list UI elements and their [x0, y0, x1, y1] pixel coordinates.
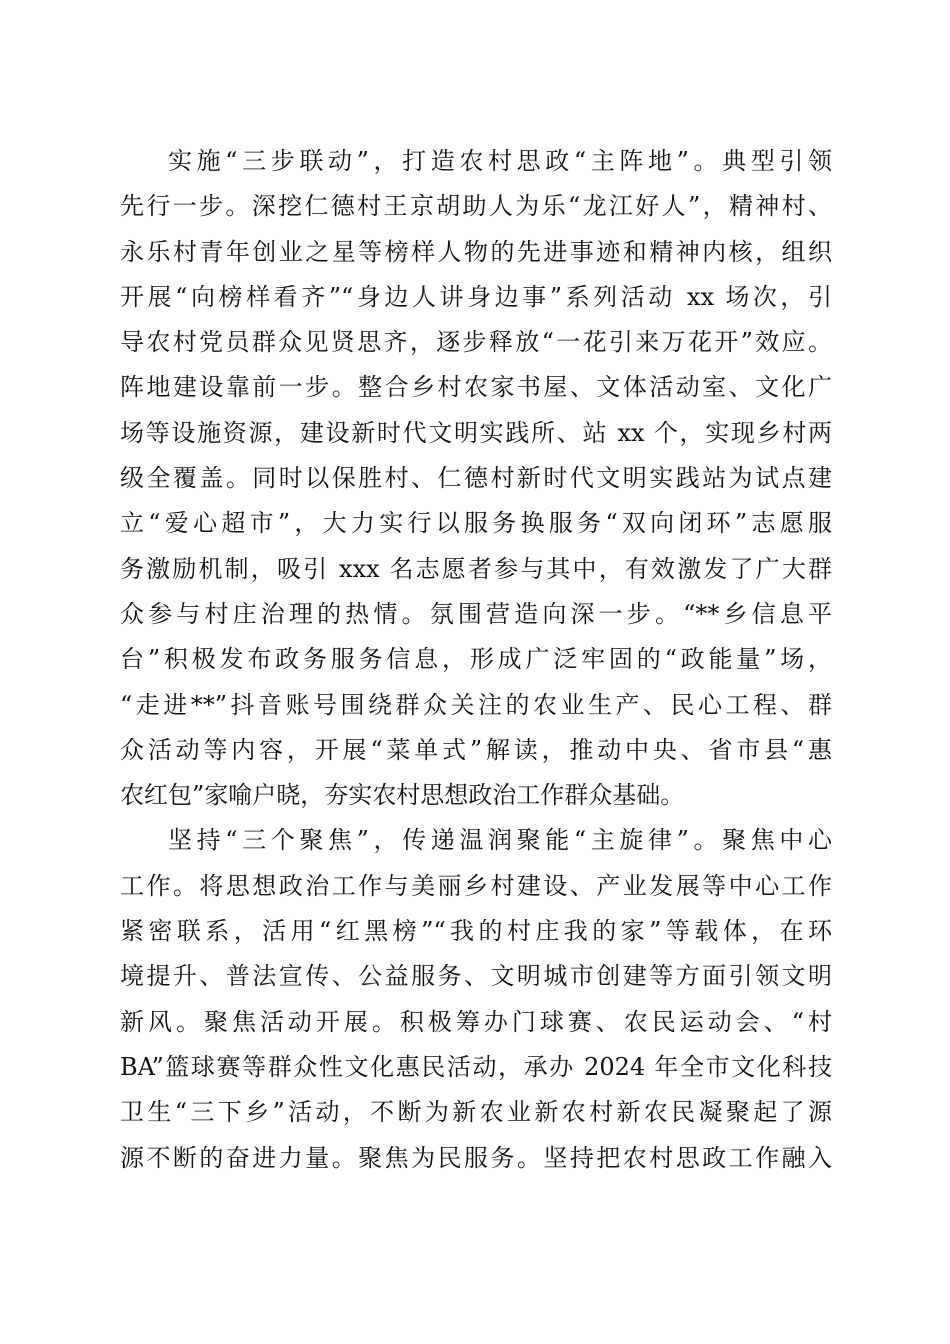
- text-line: 坚持“三个聚焦”，传递温润聚能“主旋律”。聚焦中心: [168, 826, 832, 855]
- text-line: 工作。将思想政治工作与美丽乡村建设、产业发展等中心工作: [120, 871, 832, 900]
- text-line: “走进**”抖音账号围绕群众关注的农业生产、民心工程、群: [120, 690, 832, 719]
- document-body: [120, 139, 832, 1181]
- text-line: 众参与村庄治理的热情。氛围营造向深一步。“**乡信息平: [120, 599, 832, 628]
- paragraph-1: [120, 139, 832, 818]
- text-line: 阵地建设靠前一步。整合乡村农家书屋、文体活动室、文化广: [120, 373, 832, 402]
- paragraph-2: [120, 818, 832, 1180]
- text-line: 务激励机制，吸引 xxx 名志愿者参与其中，有效激发了广大群: [120, 554, 832, 583]
- text-line: 卫生“三下乡”活动，不断为新农业新农村新农民凝聚起了源: [120, 1098, 832, 1127]
- text-line: 紧密联系，活用“红黑榜”“我的村庄我的家”等载体，在环: [120, 917, 832, 946]
- text-line: 永乐村青年创业之星等榜样人物的先进事迹和精神内核，组织: [120, 237, 832, 266]
- text-line: 源不断的奋进力量。聚焦为民服务。坚持把农村思政工作融入: [120, 1143, 832, 1172]
- text-line: 级全覆盖。同时以保胜村、仁德村新时代文明实践站为试点建: [120, 464, 832, 493]
- text-line: 新风。聚焦活动开展。积极筹办门球赛、农民运动会、“村: [120, 1007, 832, 1036]
- text-line: BA”篮球赛等群众性文化惠民活动，承办 2024 年全市文化科技: [120, 1052, 832, 1081]
- text-line: 台”积极发布政务服务信息，形成广泛牢固的“政能量”场，: [120, 645, 832, 674]
- text-line: 立“爱心超市”，大力实行以服务换服务“双向闭环”志愿服: [120, 509, 832, 538]
- text-line: 实施“三步联动”，打造农村思政“主阵地”。典型引领: [168, 147, 832, 175]
- text-line: 导农村党员群众见贤思齐，逐步释放“一花引来万花开”效应。: [120, 328, 832, 357]
- text-line: 农红包”家喻户晓，夯实农村思想政治工作群众基础。: [120, 781, 685, 810]
- text-line: 场等设施资源，建设新时代文明实践所、站 xx 个，实现乡村两: [120, 418, 832, 447]
- text-line: 先行一步。深挖仁德村王京胡助人为乐“龙江好人”，精神村、: [120, 192, 832, 221]
- text-line: 境提升、普法宣传、公益服务、文明城市创建等方面引领文明: [120, 962, 832, 991]
- text-line: 开展“向榜样看齐”“身边人讲身边事”系列活动 xx 场次，引: [120, 282, 832, 311]
- text-line: 众活动等内容，开展“菜单式”解读，推动中央、省市县“惠: [120, 735, 832, 764]
